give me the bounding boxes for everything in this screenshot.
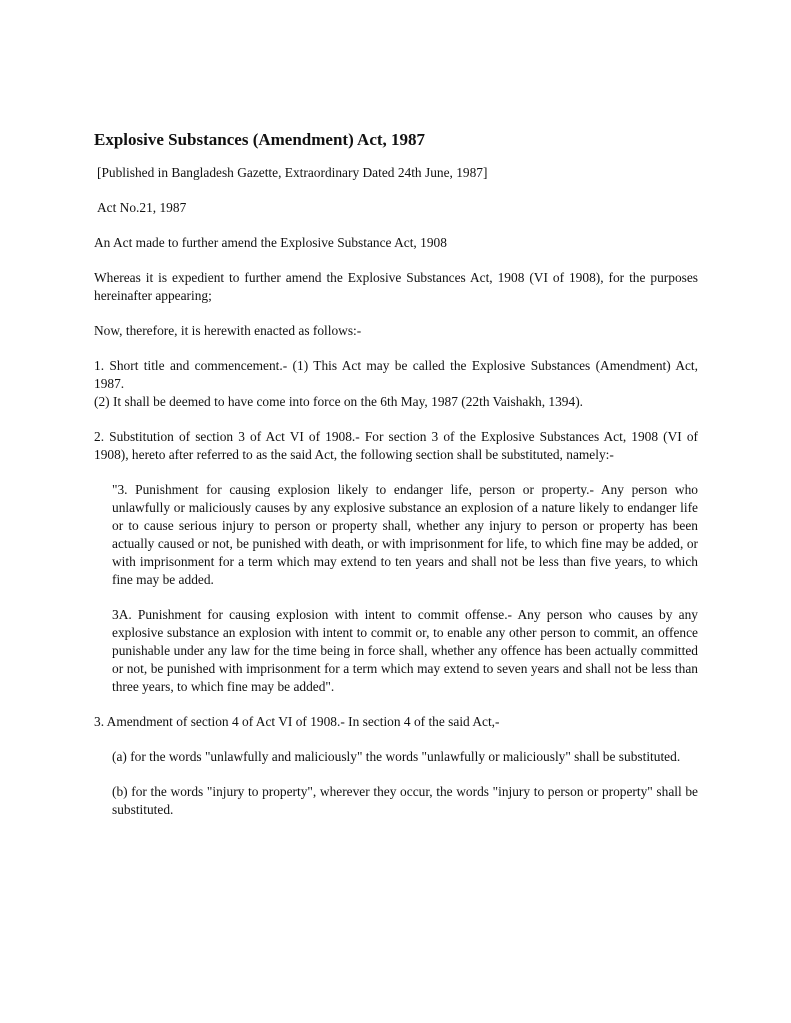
long-title: An Act made to further amend the Explosive Substance Act, 1908 bbox=[94, 235, 447, 250]
document-page bbox=[94, 129, 698, 836]
section-1-commencement: (2) It shall be deemed to have come into force on the 6th May, 1987 (22th Vaishakh, 1394). bbox=[94, 394, 584, 409]
section-2: 2. Substitution of section 3 of Act VI of 1908.- For section 3 of the Explosive Substances Act, 1908 (VI of 1908), hereto after referred to as the said Act, the following section shall be substituted, namely:- bbox=[94, 429, 698, 462]
section-3-clause-b: (b) for the words "injury to property", wherever they occur, the words "injury to person or property" shall be substituted. bbox=[112, 784, 698, 817]
substituted-section-3a: 3A. Punishment for causing explosion with intent to commit offense.- Any person who causes by any explosive substance an explosion with intent to commit or, to enable any other person to commit, an offence punishable under any law for the time being in force shall, whether any offence has been actually committed or not, be punished with imprisonment for a term which may extend to seven years and shall not be less than three years, to which fine may be added". bbox=[112, 607, 698, 694]
enactment-clause: Now, therefore, it is herewith enacted as follows:- bbox=[94, 323, 362, 338]
publication-note: [Published in Bangladesh Gazette, Extraordinary Dated 24th June, 1987] bbox=[97, 165, 488, 180]
preamble: Whereas it is expedient to further amend the Explosive Substances Act, 1908 (VI of 1908), for the purposes hereinafter appearing; bbox=[94, 270, 698, 303]
section-3: 3. Amendment of section 4 of Act VI of 1908.- In section 4 of the said Act,- bbox=[94, 714, 500, 729]
document-title: Explosive Substances (Amendment) Act, 1987 bbox=[94, 130, 426, 149]
section-1 bbox=[94, 357, 698, 411]
substituted-section-3: "3. Punishment for causing explosion likely to endanger life, person or property.- Any person who unlawfully or maliciously causes by any explosive substance an explosion of a nature likely to endanger life or to cause serious injury to person or property shall, whether any injury to person or property has been actually caused or not, be punished with death, or with imprisonment for life, to which fine may be added, or with imprisonment for a term which may extend to ten years and shall not be less than five years, to which fine may be added. bbox=[112, 482, 698, 587]
act-number: Act No.21, 1987 bbox=[97, 200, 187, 215]
section-1-short-title: 1. Short title and commencement.- (1) This Act may be called the Explosive Substances (Amendment) Act, 1987. bbox=[94, 358, 698, 391]
section-3-clause-a: (a) for the words "unlawfully and maliciously" the words "unlawfully or maliciously" shall be substituted. bbox=[112, 749, 681, 764]
